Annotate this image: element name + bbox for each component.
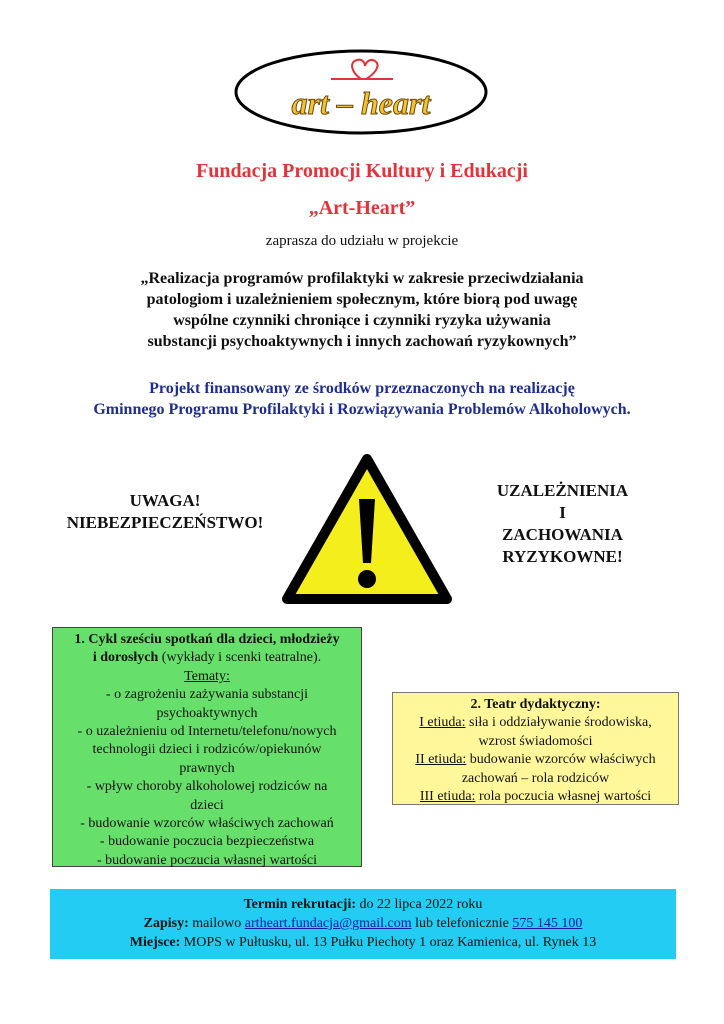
warning-triangle-icon [281, 453, 453, 605]
project-title-line: wspólne czynniki chroniące i czynniki ryzyka używania [173, 312, 551, 329]
etude-1-text: siła i oddziaływanie środowiska, [465, 715, 652, 731]
logo-text: art – heart [291, 85, 431, 121]
warning-left-text [40, 490, 290, 534]
location-label: Miejsce: [129, 935, 181, 950]
org-name: Fundacja Promocji Kultury i Edukacji [196, 160, 528, 182]
email-link[interactable]: artheart.fundacja@gmail.com [244, 916, 412, 931]
art-heart-logo [233, 48, 489, 136]
warning-line: NIEBEZPIECZEŃSTWO! [66, 513, 264, 532]
meetings-audience: i dorosłych [92, 650, 159, 666]
meetings-format: (wykłady i scenki teatralne). [158, 650, 322, 666]
recruitment-deadline [54, 895, 672, 914]
signup-middle: lub telefonicznie [411, 916, 513, 931]
warning-line: RYZYKOWNE! [502, 547, 623, 566]
signup-info [54, 914, 672, 933]
deadline-label: Termin rekrutacji: [243, 897, 356, 912]
funding-note [0, 378, 724, 420]
project-title-line: „Realizacja programów profilaktyki w zakresie przeciwdziałania [140, 270, 584, 287]
funding-line: Gminnego Programu Profilaktyki i Rozwiązywania Problemów Alkoholowych. [93, 401, 631, 418]
project-title-line: patologiom i uzależnieniem społecznym, które biorą pod uwagę [146, 291, 578, 308]
etude-1 [397, 714, 674, 732]
topic-line: - wpływ choroby alkoholowej rodziców na [86, 779, 328, 795]
signup-prefix: mailowo [188, 916, 245, 931]
topic-line: - budowanie poczucia własnej wartości [96, 852, 318, 868]
topic-line: - budowanie wzorców właściwych zachowań [80, 816, 334, 832]
meetings-title-line2 [57, 649, 357, 667]
warning-line: UWAGA! [129, 491, 201, 510]
topic-line: technologii dzieci i rodziców/opiekunów [92, 742, 322, 758]
etude-3-label: III etiuda: [419, 789, 476, 805]
etude-3-text: rola poczucia własnej wartości [475, 789, 652, 805]
topic-line: - o uzależnieniu od Internetu/telefonu/nowych [77, 724, 337, 740]
etude-3 [397, 788, 674, 806]
etude-2 [397, 751, 674, 769]
invite-text: zaprasza do udziału w projekcie [265, 233, 459, 249]
warning-right-text [455, 480, 670, 568]
etude-1-label: I etiuda: [419, 715, 466, 731]
funding-line: Projekt finansowany ze środków przeznaczonych na realizację [149, 380, 575, 397]
recruitment-info-box [50, 889, 676, 959]
phone-link[interactable]: 575 145 100 [512, 916, 583, 931]
project-title [0, 268, 724, 352]
theatre-title: 2. Teatr dydaktyczny: [470, 697, 601, 712]
project-title-line: substancji psychoaktywnych i innych zachowań ryzykownych” [147, 333, 577, 350]
location-info [54, 933, 672, 952]
topic-line: prawnych [179, 760, 235, 776]
deadline-value: do 22 lipca 2022 roku [356, 897, 483, 912]
topic-line: dzieci [190, 797, 224, 813]
etude-1-text-line2: wzrost świadomości [478, 733, 593, 749]
warning-line: ZACHOWANIA [502, 525, 623, 544]
etude-2-label: II etiuda: [415, 752, 467, 768]
org-short-name: „Art-Heart” [308, 197, 416, 219]
topic-line: psychoaktywnych [156, 705, 258, 721]
theatre-box [392, 692, 679, 805]
etude-2-text: budowanie wzorców właściwych [466, 752, 656, 768]
meetings-box [52, 627, 362, 867]
topic-line: - budowanie poczucia bezpieczeństwa [99, 834, 315, 850]
warning-line: I [559, 503, 566, 522]
location-value: MOPS w Pułtusku, ul. 13 Pułku Piechoty 1 oraz Kamienica, ul. Rynek 13 [180, 935, 597, 950]
etude-2-text-line2: zachowań – rola rodziców [461, 770, 610, 786]
warning-line: UZALEŻNIENIA [496, 481, 629, 500]
meetings-title: 1. Cykl sześciu spotkań dla dzieci, młodzieży [74, 632, 340, 647]
signup-label: Zapisy: [143, 916, 189, 931]
topics-label: Tematy: [184, 668, 230, 684]
topic-line: - o zagrożeniu zażywania substancji [105, 687, 309, 703]
